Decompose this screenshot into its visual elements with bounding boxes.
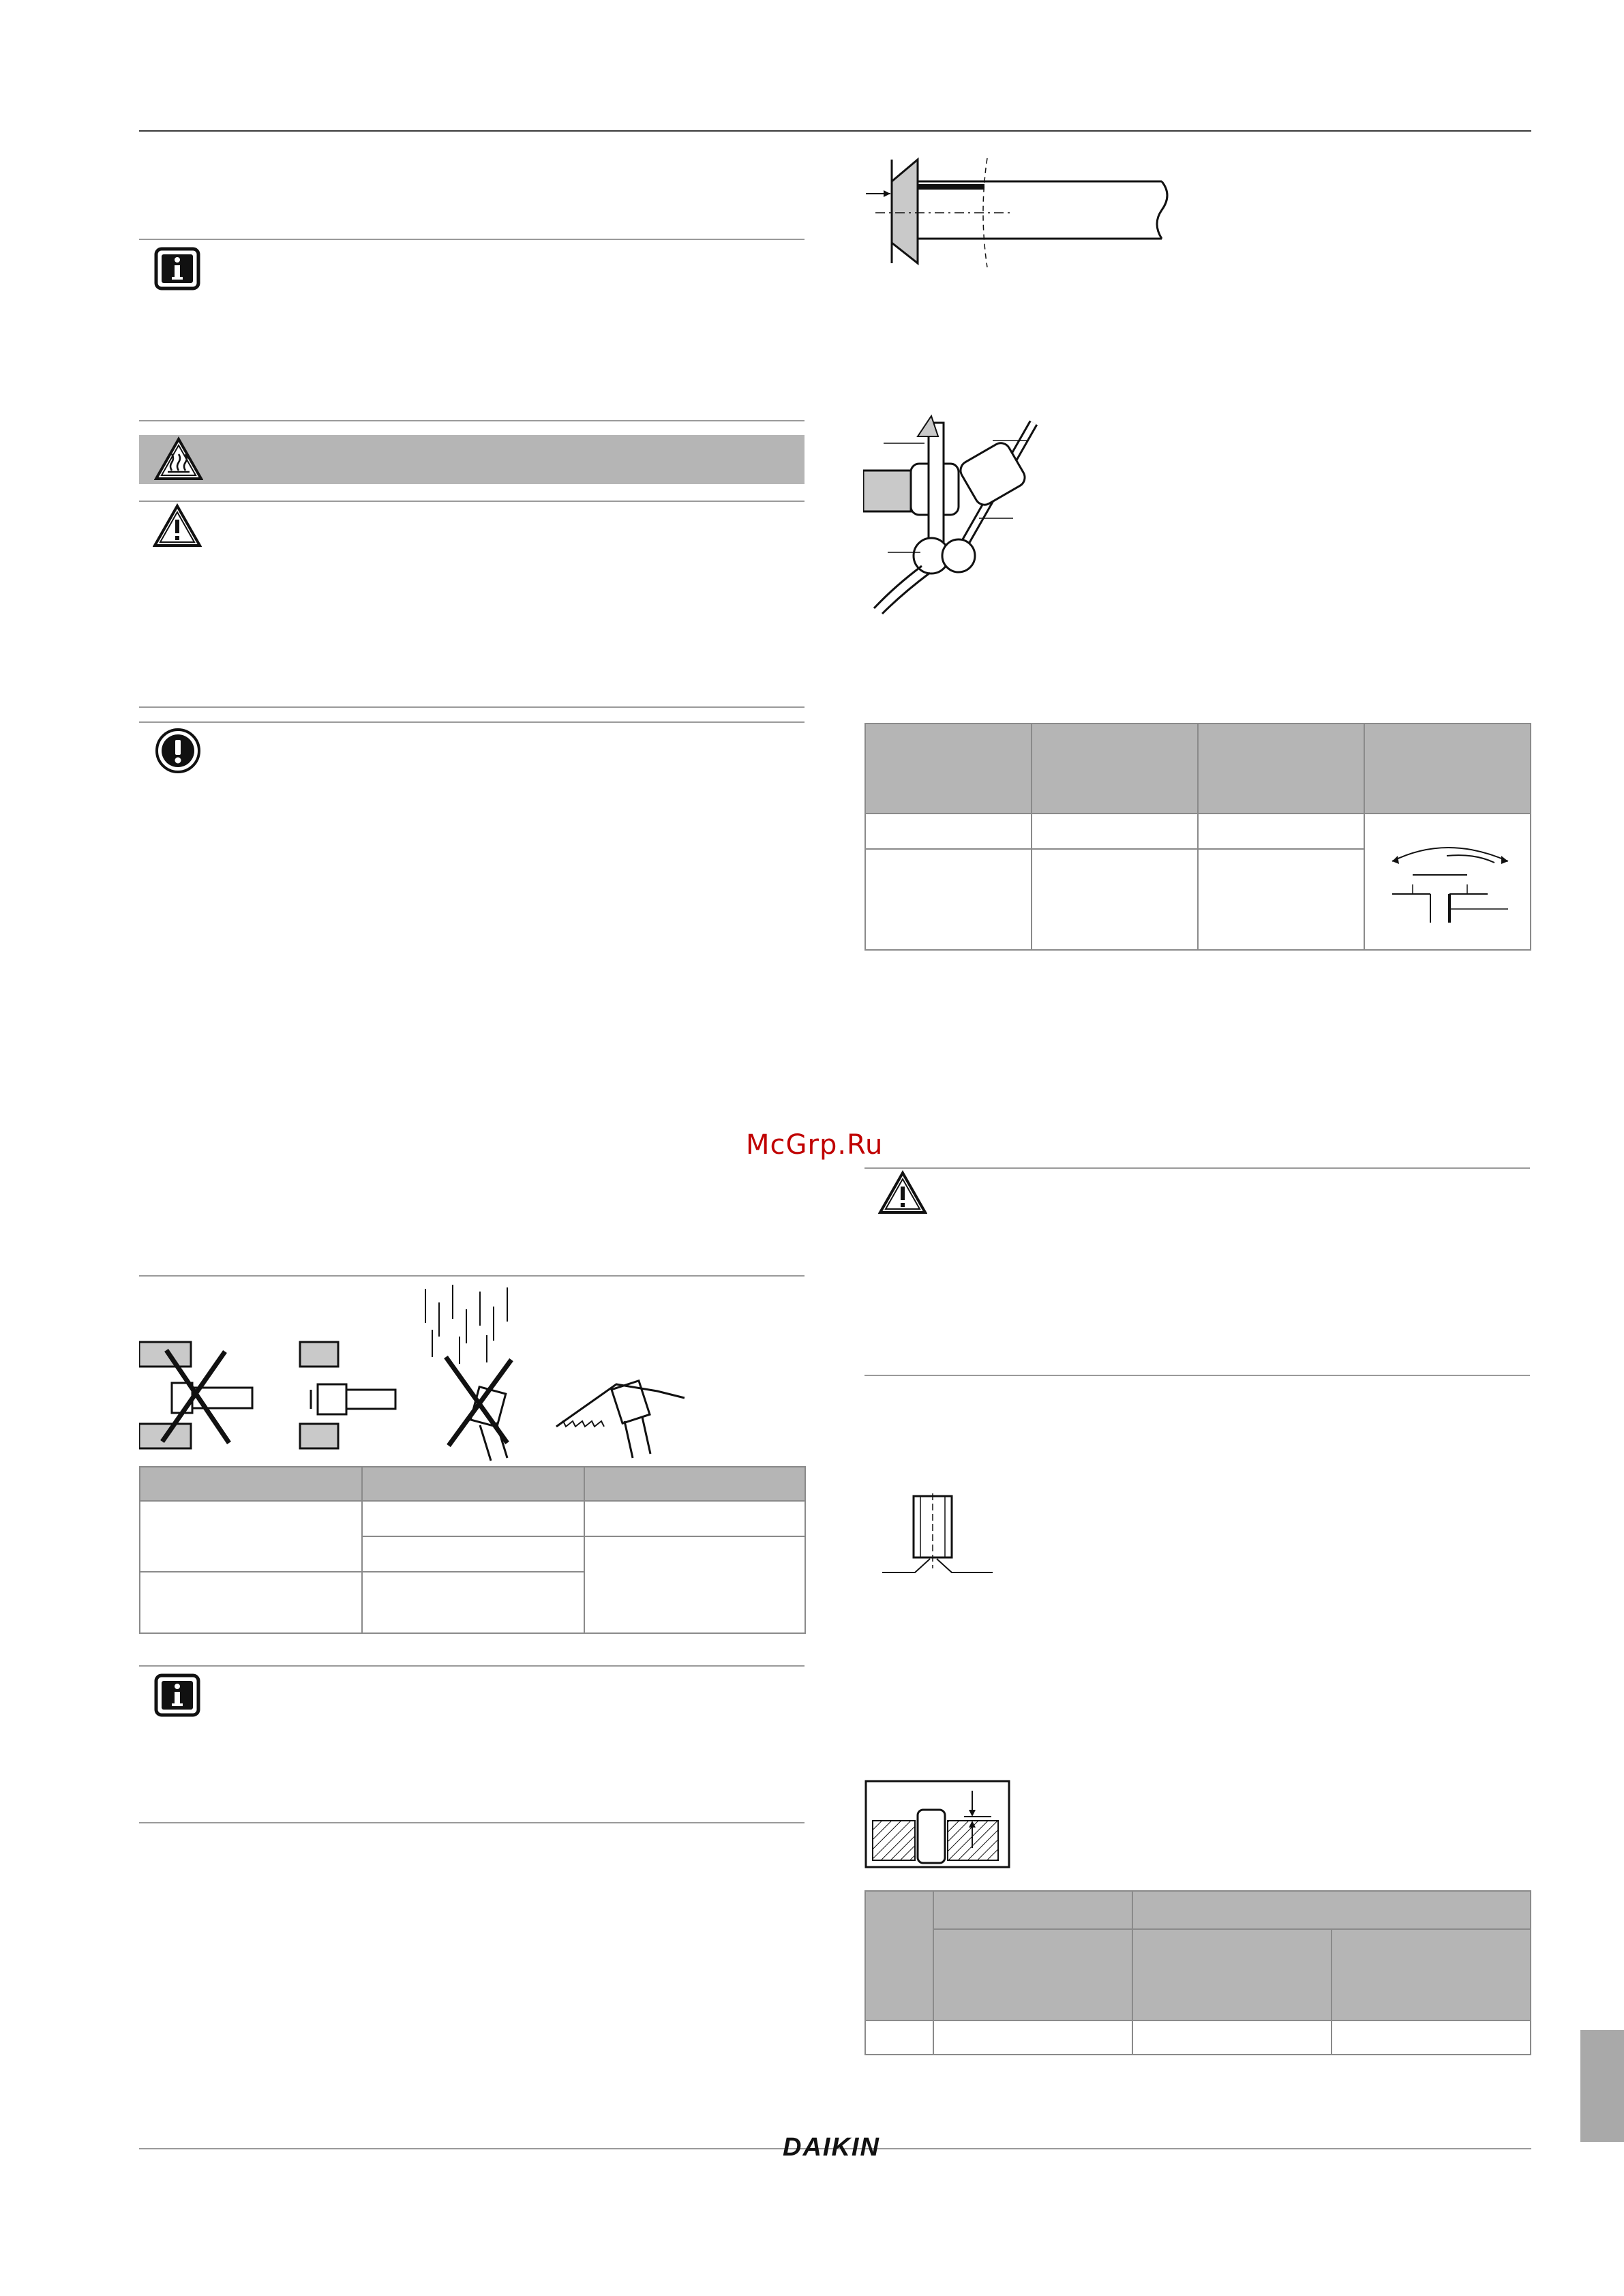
brand-logo: DAIKIN (783, 2133, 880, 2162)
table-cell (584, 1536, 805, 1633)
flare-dimensions-table (864, 723, 1531, 951)
side-tab-marker (1580, 2030, 1624, 2142)
info-icon (154, 1673, 200, 1720)
table-header-cell (1198, 724, 1364, 814)
table-cell (1032, 849, 1198, 950)
caution-triangle-icon (153, 503, 202, 551)
caution-top-rule (139, 501, 805, 502)
pipe-storage-top-rule (139, 1275, 805, 1277)
exclamation-circle-icon (154, 727, 202, 777)
table-cell (140, 1501, 362, 1572)
table-header-cell (1364, 724, 1531, 814)
table-header-cell (140, 1467, 362, 1501)
table-cell (1132, 2021, 1332, 2055)
info-note-bottom-rule (139, 420, 805, 421)
info-note-2-bottom-rule (139, 1822, 805, 1823)
flare-shape-cell (1364, 814, 1531, 950)
table-header-cell (362, 1467, 584, 1501)
table-cell (1032, 814, 1198, 849)
notice-top-rule (139, 721, 805, 723)
table-cell (865, 849, 1032, 950)
pipe-storage-illustrations (139, 1282, 698, 1469)
table-header-cell (933, 1929, 1132, 2021)
table-cell (584, 1501, 805, 1536)
table-header-cell (1032, 724, 1198, 814)
hot-surface-warning-icon (154, 436, 203, 484)
table-header-cell (1332, 1929, 1531, 2021)
flare-depth-illustration (864, 1780, 1010, 1871)
watermark-text: McGrp.Ru (746, 1129, 884, 1161)
table-header-cell (1132, 1891, 1531, 1929)
flare-pipe-illustration (862, 147, 1203, 273)
table-cell (362, 1501, 584, 1536)
flare-shape-diagram (1365, 827, 1529, 936)
table-header-cell (865, 724, 1032, 814)
table-cell (1198, 814, 1364, 849)
pipe-storage-table (139, 1466, 806, 1634)
two-wrenches-illustration (863, 409, 1061, 623)
caution-2-bottom-rule (864, 1375, 1530, 1376)
table-cell (865, 2021, 933, 2055)
table-cell (933, 2021, 1132, 2055)
table-cell (140, 1572, 362, 1633)
flare-depth-table (864, 1890, 1531, 2055)
table-cell (1332, 2021, 1531, 2055)
hot-surface-warning-bar (139, 435, 805, 484)
table-cell (362, 1572, 584, 1633)
table-header-cell (865, 1891, 933, 2021)
caution-2-top-rule (864, 1167, 1530, 1169)
table-header-cell (584, 1467, 805, 1501)
table-cell (362, 1536, 584, 1572)
info-icon (154, 247, 200, 293)
caution-bottom-rule (139, 706, 805, 708)
info-note-2-top-rule (139, 1665, 805, 1667)
table-cell (865, 814, 1032, 849)
info-note-top-rule (139, 239, 805, 240)
caution-triangle-icon (878, 1170, 927, 1218)
table-header-cell (933, 1891, 1132, 1929)
table-cell (1198, 849, 1364, 950)
pipe-cut-illustration (879, 1493, 995, 1585)
table-header-cell (1132, 1929, 1332, 2021)
header-rule (139, 130, 1531, 132)
